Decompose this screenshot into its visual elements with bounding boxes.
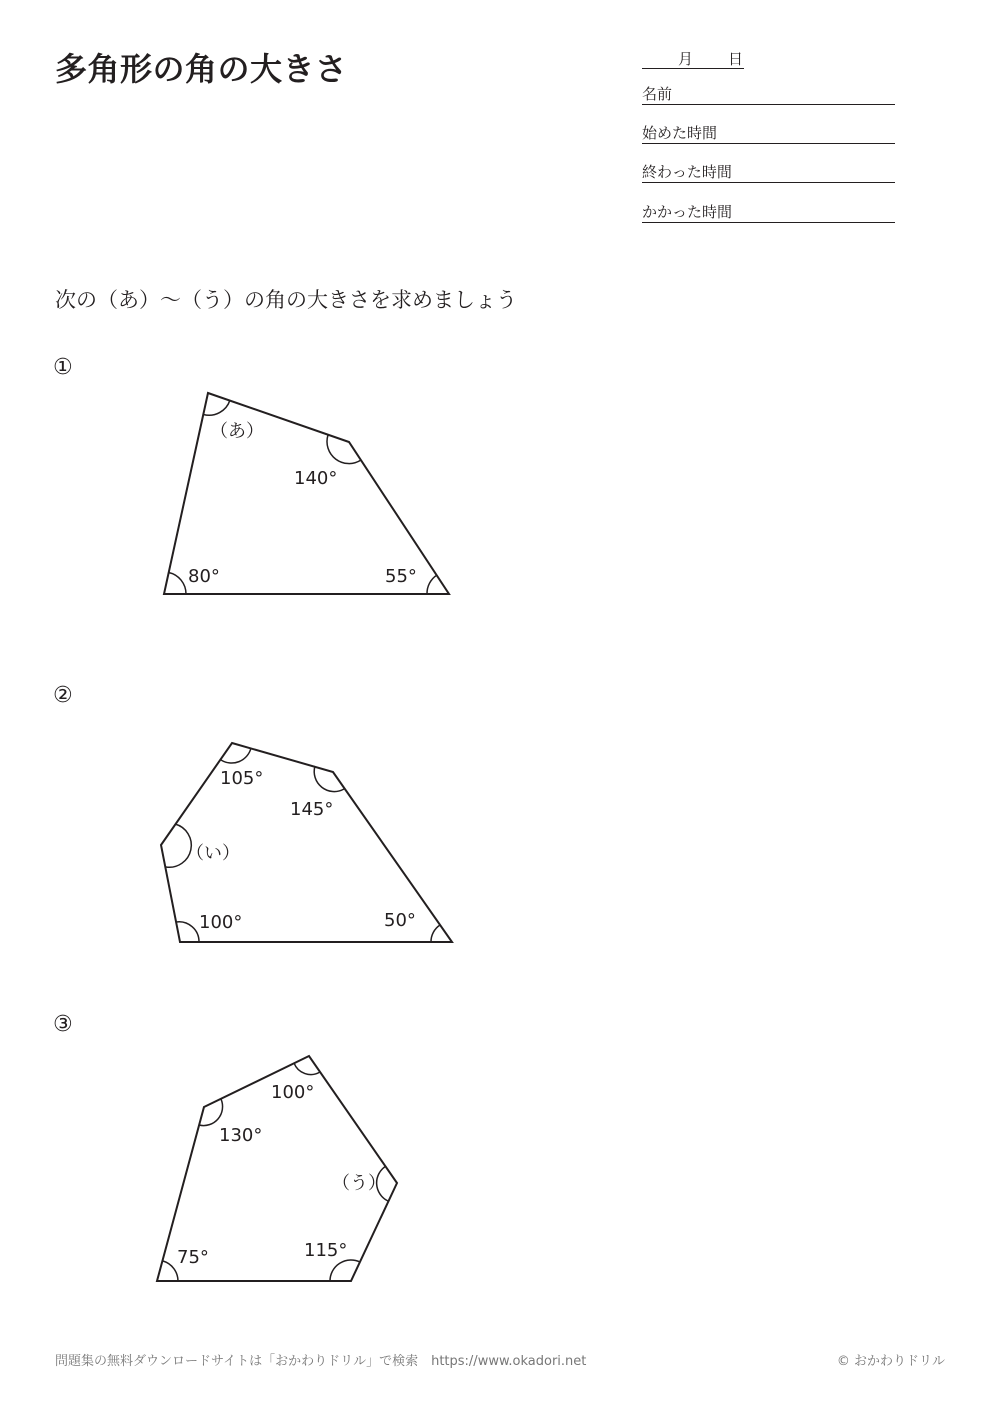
angle-arc-80 bbox=[169, 573, 186, 595]
instruction-text: 次の（あ）～（う）の角の大きさを求めましょう bbox=[55, 288, 517, 312]
angle-arc-105 bbox=[221, 748, 251, 763]
angle-label-140: 140° bbox=[294, 468, 338, 489]
angle-arc-a bbox=[203, 400, 230, 415]
angle-label-115: 115° bbox=[304, 1240, 348, 1261]
angle-arc-75 bbox=[163, 1261, 178, 1281]
pentagon-figure-2 bbox=[157, 1056, 397, 1281]
footer-text: 問題集の無料ダウンロードサイトは「おかわりドリル」で検索 https://www.okadori.net bbox=[55, 1354, 587, 1369]
problem-number-3: ③ bbox=[53, 1012, 73, 1037]
angle-label-u: （う） bbox=[332, 1173, 386, 1194]
angle-arc-50 bbox=[431, 925, 440, 942]
angle-label-80: 80° bbox=[188, 566, 220, 587]
end-time-label: 終わった時間 bbox=[642, 163, 732, 181]
angle-label-55: 55° bbox=[385, 566, 417, 587]
elapsed-time-label: かかった時間 bbox=[642, 203, 733, 221]
angle-label-145: 145° bbox=[290, 799, 334, 820]
problem-number-1: ① bbox=[53, 355, 73, 380]
angle-label-75: 75° bbox=[177, 1247, 209, 1268]
pentagon-figure bbox=[161, 743, 452, 942]
angle-label-100: 100° bbox=[199, 912, 243, 933]
day-label: 日 bbox=[728, 50, 744, 68]
angle-arc-145 bbox=[314, 766, 344, 792]
problem-number-2: ② bbox=[53, 683, 73, 708]
footer-copyright: © おかわりドリル bbox=[836, 1354, 945, 1369]
angle-arc-55 bbox=[427, 575, 437, 594]
start-time-label: 始めた時間 bbox=[642, 124, 718, 142]
quadrilateral-figure bbox=[164, 393, 449, 594]
page-title: 多角形の角の大きさ bbox=[55, 50, 348, 88]
angle-label-i: （い） bbox=[186, 843, 240, 864]
angle-label-50: 50° bbox=[384, 910, 416, 931]
month-label: 月 bbox=[678, 50, 694, 68]
quadrilateral-outline bbox=[164, 393, 449, 594]
angle-label-100-b: 100° bbox=[271, 1082, 315, 1103]
name-label: 名前 bbox=[642, 85, 673, 103]
angle-label-a: （あ） bbox=[210, 421, 264, 442]
angle-label-130: 130° bbox=[219, 1125, 263, 1146]
angle-label-105: 105° bbox=[220, 768, 264, 789]
